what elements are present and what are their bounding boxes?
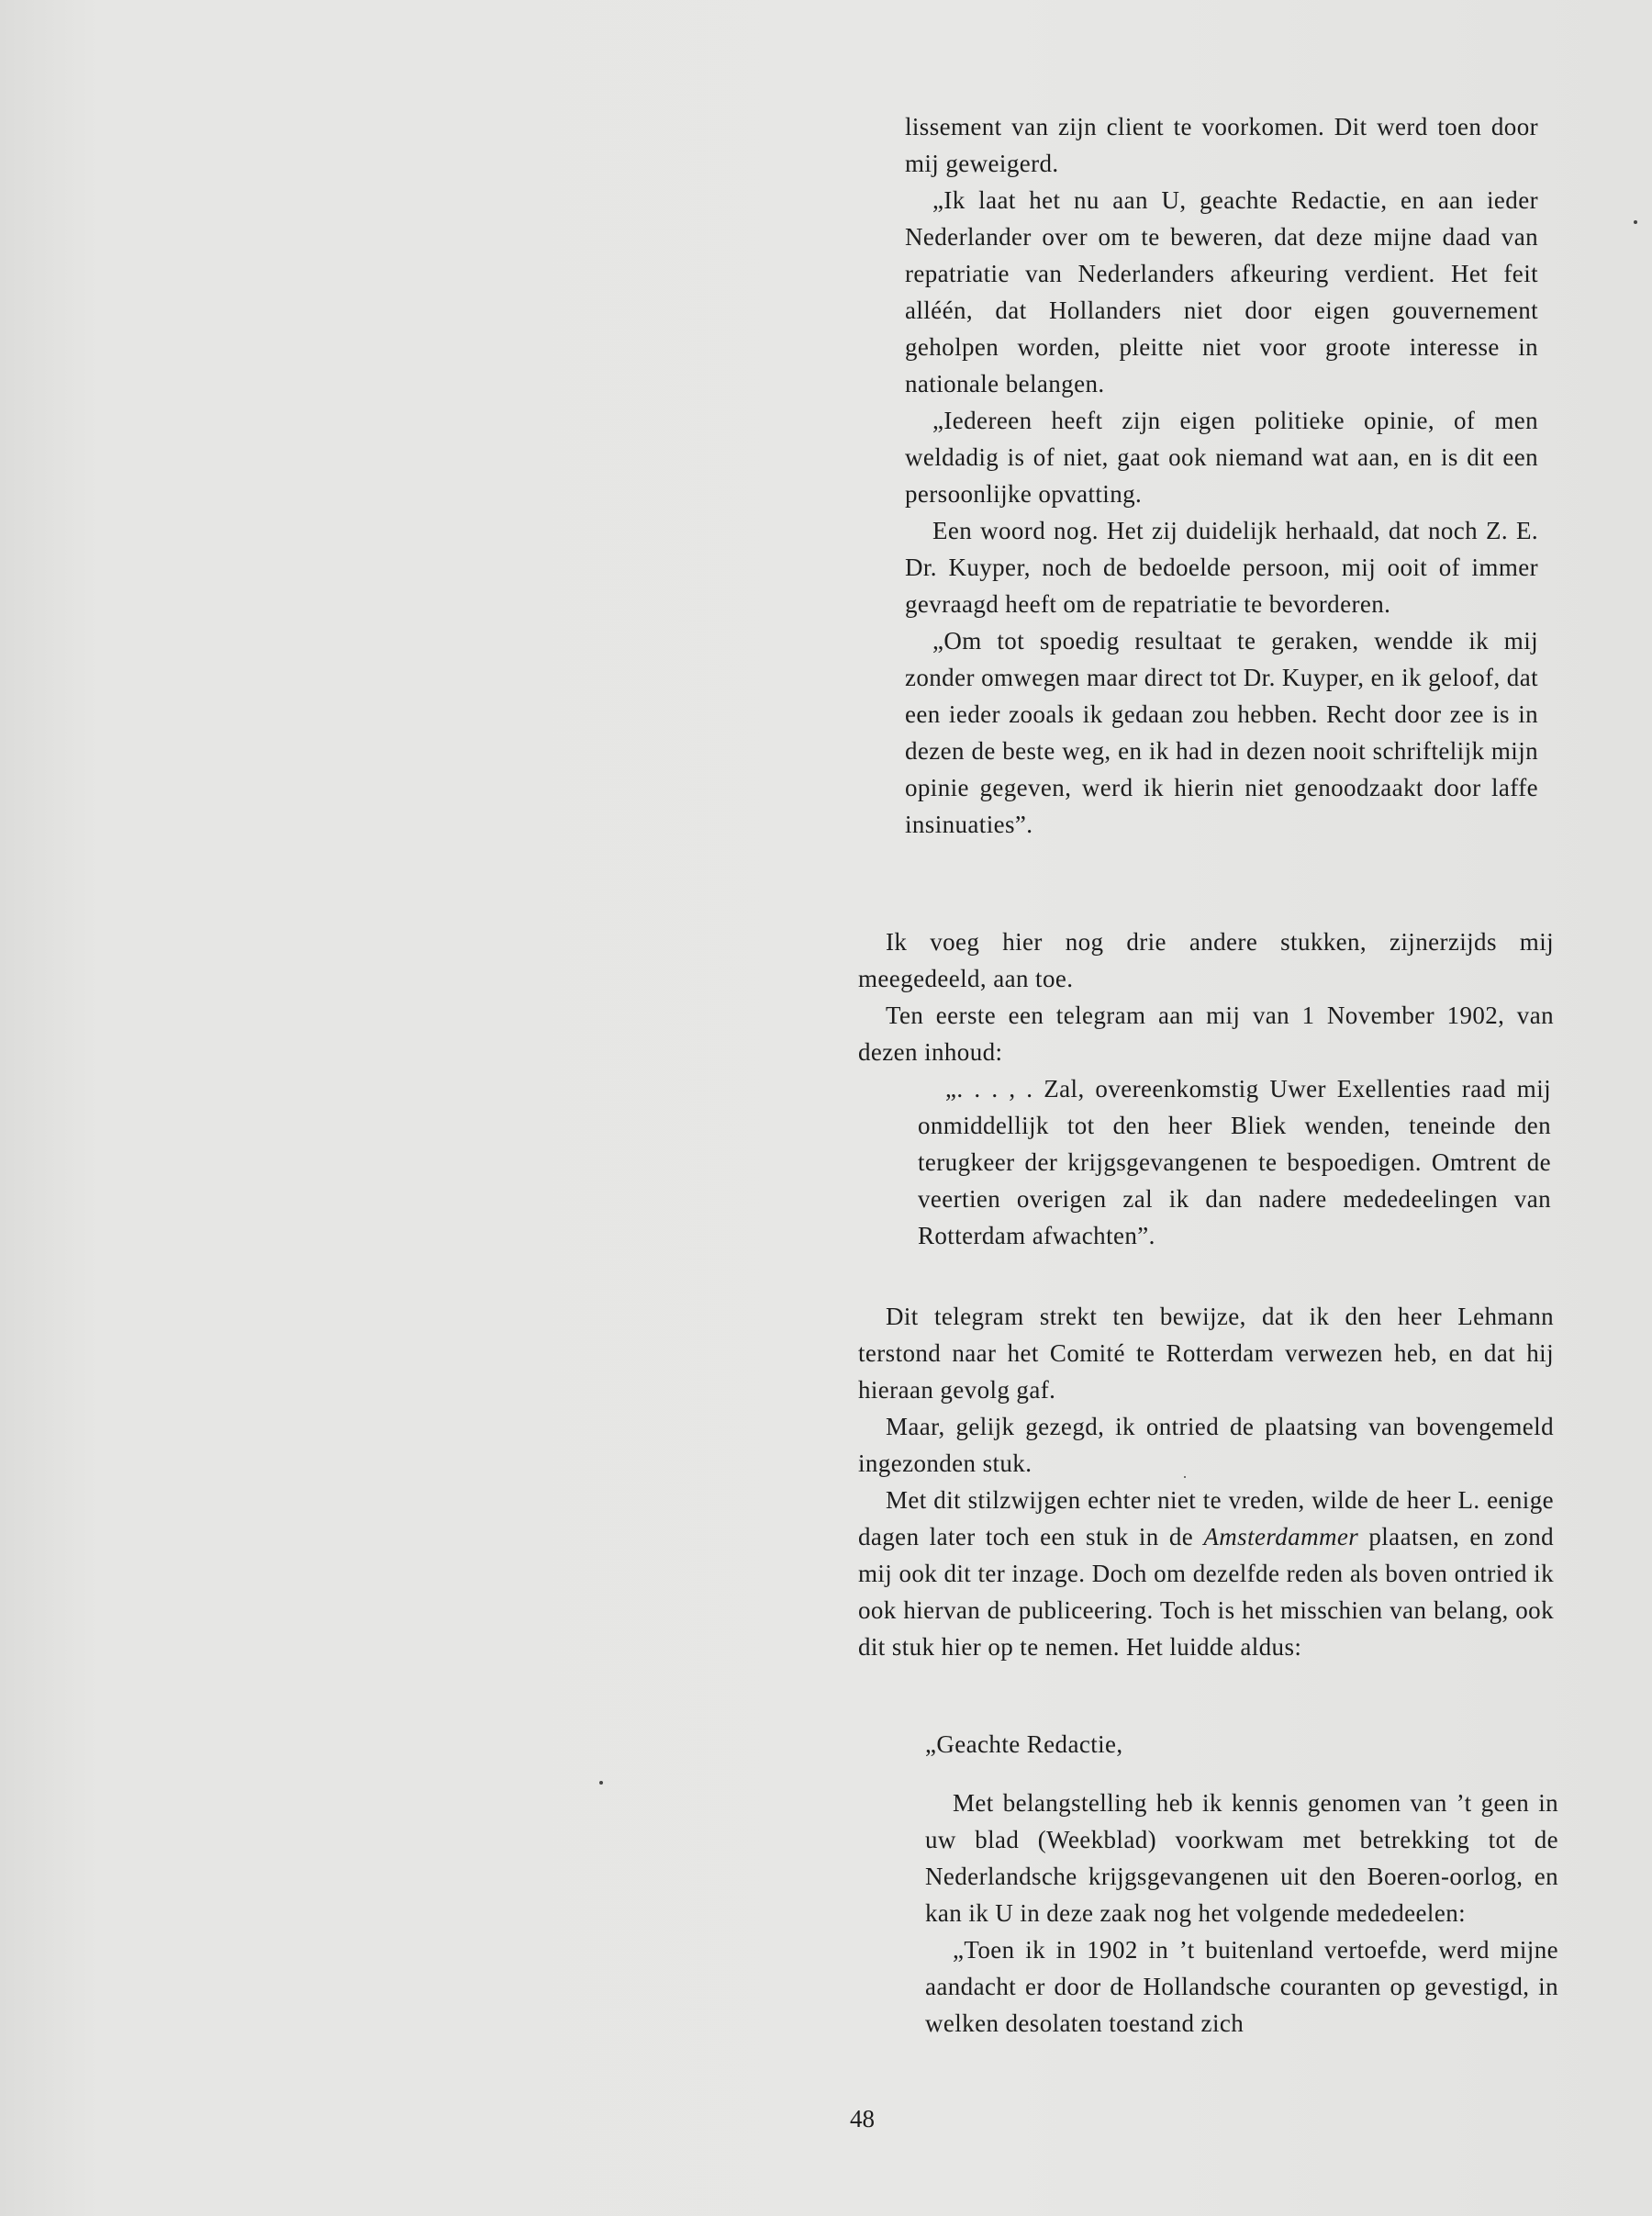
dust-speck (1634, 220, 1637, 224)
quote-paragraph: Een woord nog. Het zij duidelijk herhaald, dat noch Z. E. Dr. Kuyper, noch de bedoelde persoon, mij ooit of immer gevraagd heeft om de repatriatie te bevorderen. (905, 517, 1538, 618)
telegram-quote (918, 1070, 1551, 1254)
quoted-letter-continuation (905, 108, 1538, 843)
body-paragraph (858, 1482, 1554, 1665)
body-paragraph: Ik voeg hier nog drie andere stukken, zijnerzijds mij meegedeeld, aan toe. (858, 928, 1554, 992)
body-paragraph: Ten eerste een telegram aan mij van 1 November 1902, van dezen inhoud: (858, 1002, 1554, 1066)
body-paragraph: Maar, gelijk gezegd, ik ontried de plaatsing van bovengemeld ingezonden stuk. (858, 1413, 1554, 1477)
newspaper-title: Amsterdammer (1203, 1523, 1359, 1550)
letter-salutation (925, 1726, 1558, 1763)
text-run: Met dit stilzwijgen echter niet te vreden, wilde de heer L. eenige dagen later toch een stuk in de (858, 1486, 1554, 1550)
text-run: plaatsen, en zond mij ook dit ter inzage. Doch om dezelfde reden als boven ontried ik ook hiervan de publiceering. Toch is het misschien van belang, ook dit stuk hier op te nemen. Het luidde aldus: (858, 1523, 1554, 1661)
letter-paragraph: „Toen ik in 1902 in ’t buitenland vertoefde, werd mijne aandacht er door de Hollandsche couranten op gevestigd, in welken desolaten toestand zich (925, 1936, 1558, 2037)
dust-speck (599, 1781, 603, 1785)
body-paragraph: Dit telegram strekt ten bewijze, dat ik den heer Lehmann terstond naar het Comité te Rotterdam verwezen heb, en dat hij hieraan gevolg gaf. (858, 1303, 1554, 1404)
quote-paragraph: „Ik laat het nu aan U, geachte Redactie, en aan ieder Nederlander over om te beweren, dat deze mijne daad van repatriatie van Nederlanders afkeuring verdient. Het feit alléén, dat Hollanders niet door eigen gouvernement geholpen worden, pleitte niet voor groote interesse in nationale belangen. (905, 186, 1538, 397)
page-number: 48 (850, 2105, 875, 2132)
telegram-text: „. . . , . Zal, overeenkomstig Uwer Exellenties raad mij onmiddellijk tot den heer Bliek wenden, teneinde den terugkeer der krijgsgevangenen te bespoedigen. Omtrent de veertien overigen zal ik dan nadere mededeelingen van Rotterdam afwachten”. (918, 1075, 1551, 1249)
quote-paragraph: „Om tot spoedig resultaat te geraken, wendde ik mij zonder omwegen maar direct tot Dr. Kuyper, en ik geloof, dat een ieder zooals ik gedaan zou hebben. Recht door zee is in dezen de beste weg, en ik had in dezen nooit schriftelijk mijn opinie gegeven, werd ik hierin niet genoodzaakt door laffe insinuaties”. (905, 627, 1538, 838)
quote-paragraph: lissement van zijn client te voorkomen. Dit werd toen door mij geweigerd. (905, 113, 1538, 177)
body-text-intro (858, 923, 1554, 1070)
quote-paragraph: „Iedereen heeft zijn eigen politieke opinie, of men weldadig is of niet, gaat ook niemand wat aan, en is dit een persoonlijke opvatting. (905, 407, 1538, 508)
body-text-main (858, 1298, 1554, 1665)
salutation-text: „Geachte Redactie, (925, 1730, 1123, 1758)
letter-paragraph: Met belangstelling heb ik kennis genomen van ’t geen in uw blad (Weekblad) voorkwam met betrekking tot de Nederlandsche krijgsgevangenen uit den Boeren-oorlog, en kan ik U in deze zaak nog het volgende mededeelen: (925, 1789, 1558, 1927)
letter-body (925, 1785, 1558, 2042)
